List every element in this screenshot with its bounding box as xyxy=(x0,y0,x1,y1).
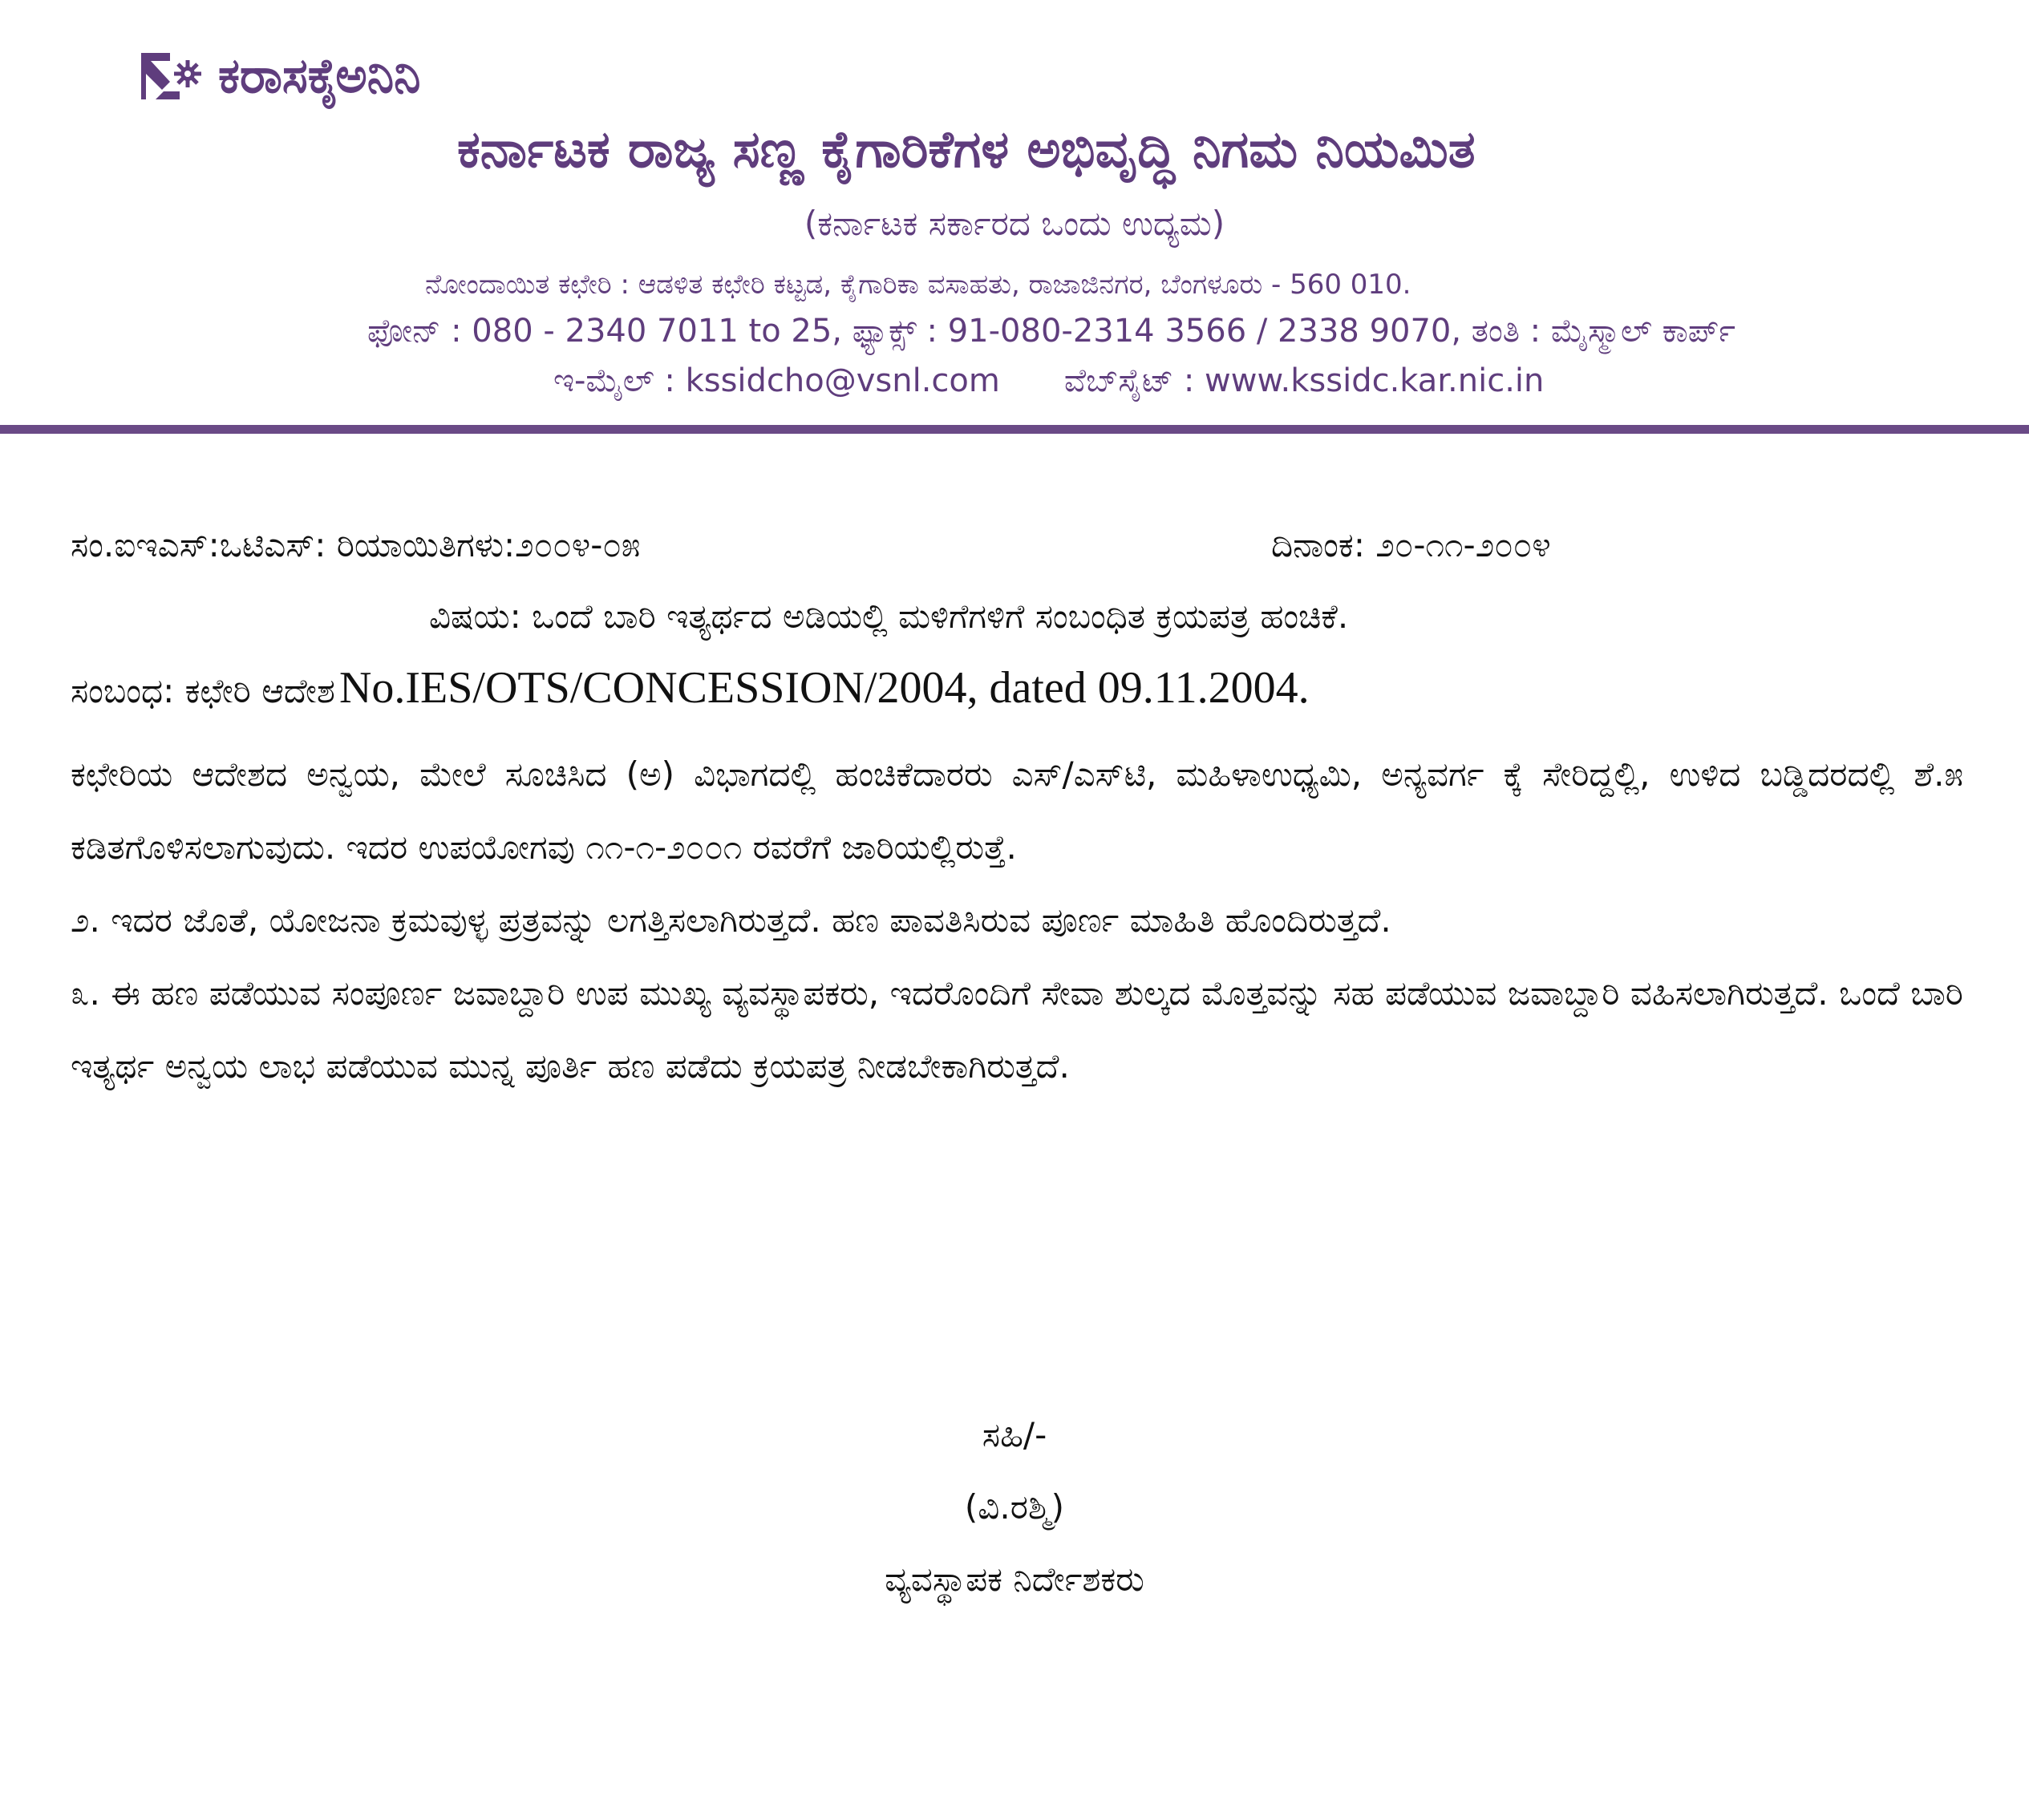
letter-subject: ವಿಷಯ: ಒಂದೆ ಬಾರಿ ಇತ್ಯರ್ಥದ ಅಡಿಯಲ್ಲಿ ಮಳಿಗೆಗಳಿಗೆ ಸಂಬಂಧಿತ ಕ್ರಯಪತ್ರ ಹಂಚಿಕೆ. xyxy=(429,597,1349,636)
letter-reference xyxy=(71,662,1310,714)
organization-name: ಕರ್ನಾಟಕ ರಾಜ್ಯ ಸಣ್ಣ ಕೈಗಾರಿಕೆಗಳ ಅಭಿವೃದ್ಧಿ ನಿಗಮ ನಿಯಮಿತ xyxy=(457,120,1476,180)
letter-body xyxy=(71,738,1963,1102)
paragraph-2: ೨. ಇದರ ಜೊತೆ, ಯೋಜನಾ ಕ್ರಮವುಳ್ಳ ಪ್ರತ್ರವನ್ನು ಲಗತ್ತಿಸಲಾಗಿರುತ್ತದೆ. ಹಣ ಪಾವತಿಸಿರುವ ಪೂರ್ಣ ಮಾಹಿತಿ ಹೊಂದಿರುತ್ತದೆ. xyxy=(71,900,1391,940)
letter-date: ದಿನಾಂಕ: ೨೦-೧೧-೨೦೦೪ xyxy=(1271,525,1551,564)
website-address: ವೆಬ್‌ಸೈಟ್ : www.kssidc.kar.nic.in xyxy=(1063,362,1545,399)
government-undertaking: (ಕರ್ನಾಟಕ ಸರ್ಕಾರದ ಒಂದು ಉದ್ಯಮ) xyxy=(804,204,1225,243)
registered-office-address: ನೋಂದಾಯಿತ ಕಛೇರಿ : ಆಡಳಿತ ಕಛೇರಿ ಕಟ್ಟಡ, ಕೈಗಾರಿಕಾ ವಸಾಹತು, ರಾಜಾಜಿನಗರ, ಬೆಂಗಳೂರು - 560 010. xyxy=(425,269,1411,301)
contact-email-website xyxy=(553,362,1544,399)
letterhead xyxy=(0,0,2029,437)
letterhead-divider xyxy=(0,425,2029,434)
signature-block xyxy=(0,1399,2029,1616)
signed-mark: ಸಹಿ/- xyxy=(982,1415,1047,1454)
reference-order: No.IES/OTS/CONCESSION/2004, dated 09.11.2004. xyxy=(338,663,1310,713)
signatory-designation: ವ್ಯವಸ್ಥಾಪಕ ನಿರ್ದೇಶಕರು xyxy=(885,1559,1144,1599)
email-address: ಇ-ಮೈಲ್ : kssidcho@vsnl.com xyxy=(553,362,1000,399)
logo xyxy=(138,50,420,103)
contact-phone-fax: ಫೋನ್ : 080 - 2340 7011 to 25, ಫ್ಯಾಕ್ಸ್ : 91-080-2314 3566 / 2338 9070, ತಂತಿ : ಮೈಸ್ಮಾಲ್ ಕಾರ್ಪ್ xyxy=(367,313,1736,350)
reference-number: ಸಂ.ಐಇಎಸ್:ಒಟಿಎಸ್: ರಿಯಾಯಿತಿಗಳು:೨೦೦೪-೦೫ xyxy=(71,525,641,564)
logo-text: ಕರಾಸಕೈಅನಿನಿ xyxy=(218,48,421,104)
paragraph-3: ೩. ಈ ಹಣ ಪಡೆಯುವ ಸಂಪೂರ್ಣ ಜವಾಬ್ದಾರಿ ಉಪ ಮುಖ್ಯ ವ್ಯವಸ್ಥಾಪಕರು, ಇದರೊಂದಿಗೆ ಸೇವಾ ಶುಲ್ಕದ ಮೊತ್ತವನ್ನು ಸಹ ಪಡೆಯುವ ಜವಾಬ್ದಾರಿ ವಹಿಸಲಾಗಿರುತ್ತದೆ. ಒಂದೆ ಬಾರಿ ಇತ್ಯರ್ಥ ಅನ್ವಯ ಲಾಭ ಪಡೆಯುವ ಮುನ್ನ ಪೂರ್ತಿ ಹಣ ಪಡೆದು ಕ್ರಯಪತ್ರ ನೀಡಬೇಕಾಗಿರುತ್ತದೆ. xyxy=(71,973,1963,1086)
signatory-name: (ವಿ.ರಶ್ಮಿ) xyxy=(964,1487,1065,1527)
reference-label: ಸಂಬಂಧ: ಕಛೇರಿ ಆದೇಶ xyxy=(71,671,335,710)
kssidc-logo-icon xyxy=(138,50,207,103)
paragraph-1: ಕಛೇರಿಯ ಆದೇಶದ ಅನ್ವಯ, ಮೇಲೆ ಸೂಚಿಸಿದ (ಅ) ವಿಭಾಗದಲ್ಲಿ ಹಂಚಿಕೆದಾರರು ಎಸ್/ಎಸ್‌ಟಿ, ಮಹಿಳಾಉಧ್ಯಮಿ, ಅನ್ಯವರ್ಗ ಕ್ಕೆ ಸೇರಿದ್ದಲ್ಲಿ, ಉಳಿದ ಬಡ್ಡಿದರದಲ್ಲಿ ಶೆ.೫ ಕಡಿತಗೊಳಿಸಲಾಗುವುದು. ಇದರ ಉಪಯೋಗವು ೧೧-೧-೨೦೦೧ ರವರೆಗೆ ಜಾರಿಯಲ್ಲಿರುತ್ತೆ. xyxy=(71,754,1963,867)
